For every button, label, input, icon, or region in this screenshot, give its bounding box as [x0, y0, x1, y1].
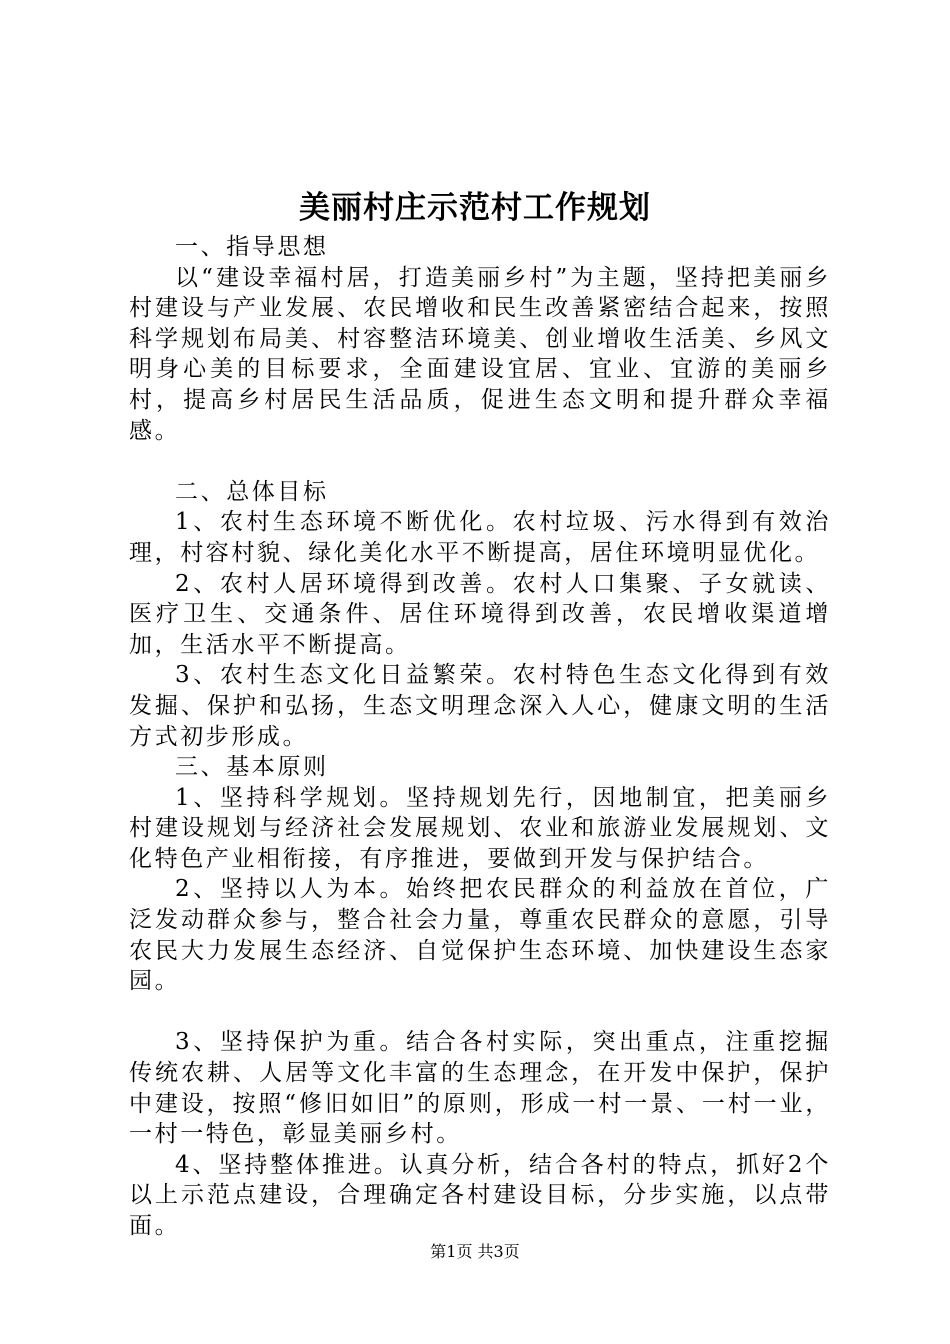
- paragraph: 4、坚持整体推进。认真分析，结合各村的特点，抓好2个以上示范点建设，合理确定各村建设目标，分步实施，以点带面。: [129, 1151, 831, 1239]
- paragraph-gap: [129, 997, 831, 1028]
- paragraph: 以“建设幸福村居，打造美丽乡村”为主题，坚持把美丽乡村建设与产业发展、农民增收和民生改善紧密结合起来，按照科学规划布局美、村容整洁环境美、创业增收生活美、乡风文明身心美的目标要求，全面建设宜居、宜业、宜游的美丽乡村，提高乡村居民生活品质，促进生态文明和提升群众幸福感。: [129, 264, 831, 444]
- section-heading: 三、基本原则: [175, 754, 329, 781]
- section-heading: 二、总体目标: [175, 478, 329, 505]
- paragraph: 2、农村人居环境得到改善。农村人口集聚、子女就读、医疗卫生、交通条件、居住环境得到改善，农民增收渠道增加，生活水平不断提高。: [129, 570, 831, 658]
- paragraph-gap: [129, 446, 831, 477]
- page-indicator: 第1页 共3页: [430, 1242, 520, 1261]
- paragraph: 1、坚持科学规划。坚持规划先行，因地制宜，把美丽乡村建设规划与经济社会发展规划、农业和旅游业发展规划、文化特色产业相衔接，有序推进，要做到开发与保护结合。: [129, 784, 831, 872]
- paragraph: 1、农村生态环境不断优化。农村垃圾、污水得到有效治理，村容村貌、绿化美化水平不断提高，居住环境明显优化。: [129, 509, 831, 566]
- document-title: 美丽村庄示范村工作规划: [299, 190, 651, 226]
- paragraph: 2、坚持以人为本。始终把农民群众的利益放在首位，广泛发动群众参与，整合社会力量，尊重农民群众的意愿，引导农民大力发展生态经济、自觉保护生态环境、加快建设生态家园。: [129, 876, 831, 995]
- document-body: [129, 232, 831, 1242]
- section-heading: 一、指导思想: [175, 234, 329, 260]
- paragraph: 3、农村生态文化日益繁荣。农村特色生态文化得到有效发掘、保护和弘扬，生态文明理念深入人心，健康文明的生活方式初步形成。: [129, 662, 831, 750]
- paragraph: 3、坚持保护为重。结合各村实际，突出重点，注重挖掘传统农耕、人居等文化丰富的生态理念，在开发中保护，保护中建设，按照“修旧如旧”的原则，形成一村一景、一村一业，一村一特色，彰显美丽乡村。: [129, 1029, 831, 1148]
